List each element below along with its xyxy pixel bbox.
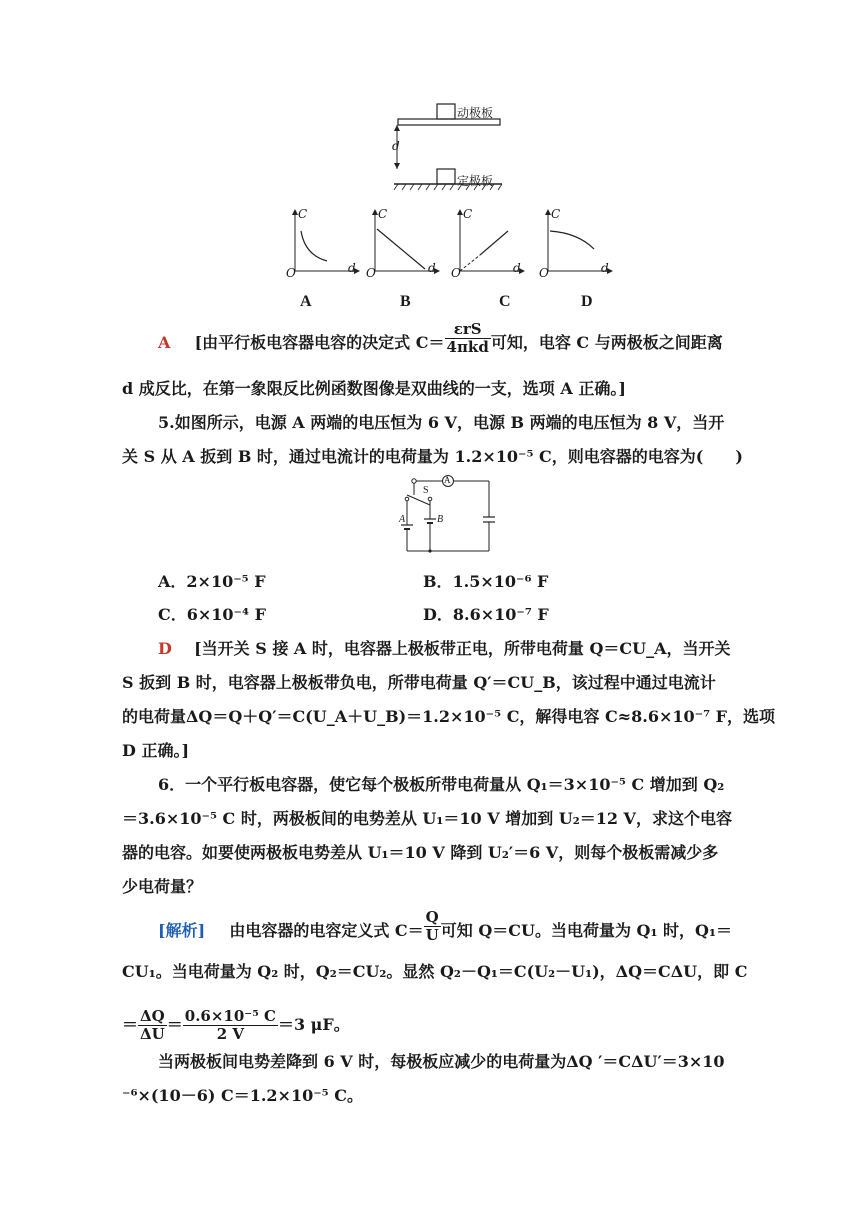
graph-label-c: C: [499, 293, 511, 310]
answer4-text-b: 可知，电容 C 与两极板之间距离: [490, 333, 723, 352]
answer5-line1: [158, 639, 731, 659]
answer4-text-a: [由平行板电容器电容的决定式: [194, 333, 416, 352]
q6-line3: 器的电容。如要使两极板电势差从 U₁＝10 V 降到 U₂′＝6 V，则每个极板需减少多: [122, 843, 719, 862]
q6-line2: ＝3.6×10⁻⁵ C 时，两极板间的电势差从 U₁＝10 V 增加到 U₂＝12 V，求这个电容: [122, 809, 732, 828]
q5-option-a[interactable]: A．2×10⁻⁵ F: [158, 572, 266, 591]
answer5-line3: 的电荷量ΔQ＝Q＋Q′＝C(U_A＋U_B)＝1.2×10⁻⁵ C，解得电容 C≈8.6×10⁻⁷ F，选项: [122, 707, 776, 726]
answer4-fraction-den: 4πkd: [446, 338, 489, 356]
circuit-source-a-label: A: [399, 514, 406, 525]
q6-line1: 6．一个平行板电容器，使它每个极板所带电荷量从 Q₁＝3×10⁻⁵ C 增加到 Q₂: [158, 775, 725, 794]
graph-c-origin: O: [451, 266, 461, 280]
solution-line1-a: 由电容器的电容定义式 C＝: [229, 921, 424, 940]
solution-line3-a: ＝: [122, 1015, 139, 1034]
answer5-line2: S 扳到 B 时，电容器上极板带负电，所带电荷量 Q′＝CU_B，该过程中通过电流计: [122, 673, 716, 692]
gap-label: d: [392, 139, 400, 153]
answer5-line1-text: [当开关 S 接 A 时，电容器上极板带正电，所带电荷量 Q＝CU_A，当开关: [194, 639, 731, 658]
solution-f3-den: 2 V: [216, 1025, 245, 1043]
moving-plate-label: 动极板: [457, 106, 494, 120]
graph-label-b: B: [400, 293, 411, 310]
solution-line3-c: ＝3 μF。: [277, 1015, 350, 1034]
solution-f1-den: U: [425, 926, 439, 944]
graph-d-y-label: C: [551, 207, 561, 221]
graph-b-x-label: d: [428, 261, 436, 275]
solution-fraction-q-u: [424, 909, 441, 944]
q5-line2: 关 S 从 A 扳到 B 时，通过电流计的电荷量为 1.2×10⁻⁵ C，则电容器的电容为( ): [122, 447, 743, 466]
graph-a-y-label: C: [298, 207, 308, 221]
fixed-plate-label: 定极板: [457, 174, 494, 188]
solution-fraction-dq-du: [138, 1008, 167, 1043]
graph-b-y-label: C: [378, 207, 388, 221]
graph-label-d: D: [581, 293, 593, 310]
graph-c-x-label: d: [513, 261, 521, 275]
circuit-meter-label: A: [444, 475, 451, 485]
answer4-fraction: [445, 321, 491, 356]
graph-a-x-label: d: [348, 261, 356, 275]
graph-d-origin: O: [539, 266, 549, 280]
answer4-fraction-num: εrS: [445, 321, 491, 339]
solution-line2: CU₁。当电荷量为 Q₂ 时，Q₂＝CU₂。显然 Q₂－Q₁＝C(U₂－U₁)，ΔQ＝CΔU，即 C: [122, 962, 748, 981]
graph-b-origin: O: [366, 266, 376, 280]
solution-f2-num: ΔQ: [138, 1008, 167, 1026]
solution-f1-num: Q: [424, 909, 441, 927]
graph-label-a: A: [300, 293, 312, 310]
graph-d-x-label: d: [601, 261, 609, 275]
answer4-formula-c: C＝: [415, 333, 445, 352]
solution-fraction-values: [183, 1008, 278, 1043]
graph-a-origin: O: [286, 266, 296, 280]
q5-option-b[interactable]: B．1.5×10⁻⁶ F: [423, 572, 549, 591]
circuit-source-b-label: B: [437, 514, 444, 525]
answer4-line1: [158, 320, 723, 356]
circuit-diagram: [395, 475, 495, 555]
graph-c-y-label: C: [463, 207, 473, 221]
plate-capacitor-figure: [390, 100, 520, 195]
solution-line3-b: ＝: [166, 1015, 183, 1034]
circuit-switch-label: S: [423, 485, 429, 496]
q5-option-d[interactable]: D．8.6×10⁻⁷ F: [423, 605, 549, 624]
q5-line1: 5.如图所示，电源 A 两端的电压恒为 6 V，电源 B 两端的电压恒为 8 V，当开: [158, 413, 725, 432]
solution-tag: [解析]: [158, 921, 206, 940]
answer4-letter: A: [158, 333, 171, 352]
solution-line1: [158, 908, 732, 944]
solution-line1-b: 可知 Q＝CU。当电荷量为 Q₁ 时，Q₁＝: [440, 921, 732, 940]
q5-option-c[interactable]: C．6×10⁻⁴ F: [158, 605, 266, 624]
answer5-letter: D: [158, 639, 172, 658]
solution-line4: 当两极板间电势差降到 6 V 时，每极板应减少的电荷量为ΔQ ′＝CΔU′＝3×10: [158, 1052, 725, 1071]
q6-line4: 少电荷量？: [122, 877, 203, 896]
solution-f3-num: 0.6×10⁻⁵ C: [184, 1007, 276, 1025]
answer4-line2: d 成反比，在第一象限反比例函数图像是双曲线的一支，选项 A 正确。]: [122, 379, 626, 398]
solution-f2-den: ΔU: [140, 1025, 165, 1043]
solution-line5: ⁻⁶×(10－6) C＝1.2×10⁻⁵ C。: [122, 1086, 363, 1105]
solution-line3: [122, 1008, 350, 1043]
answer5-line4: D 正确。]: [122, 741, 190, 760]
